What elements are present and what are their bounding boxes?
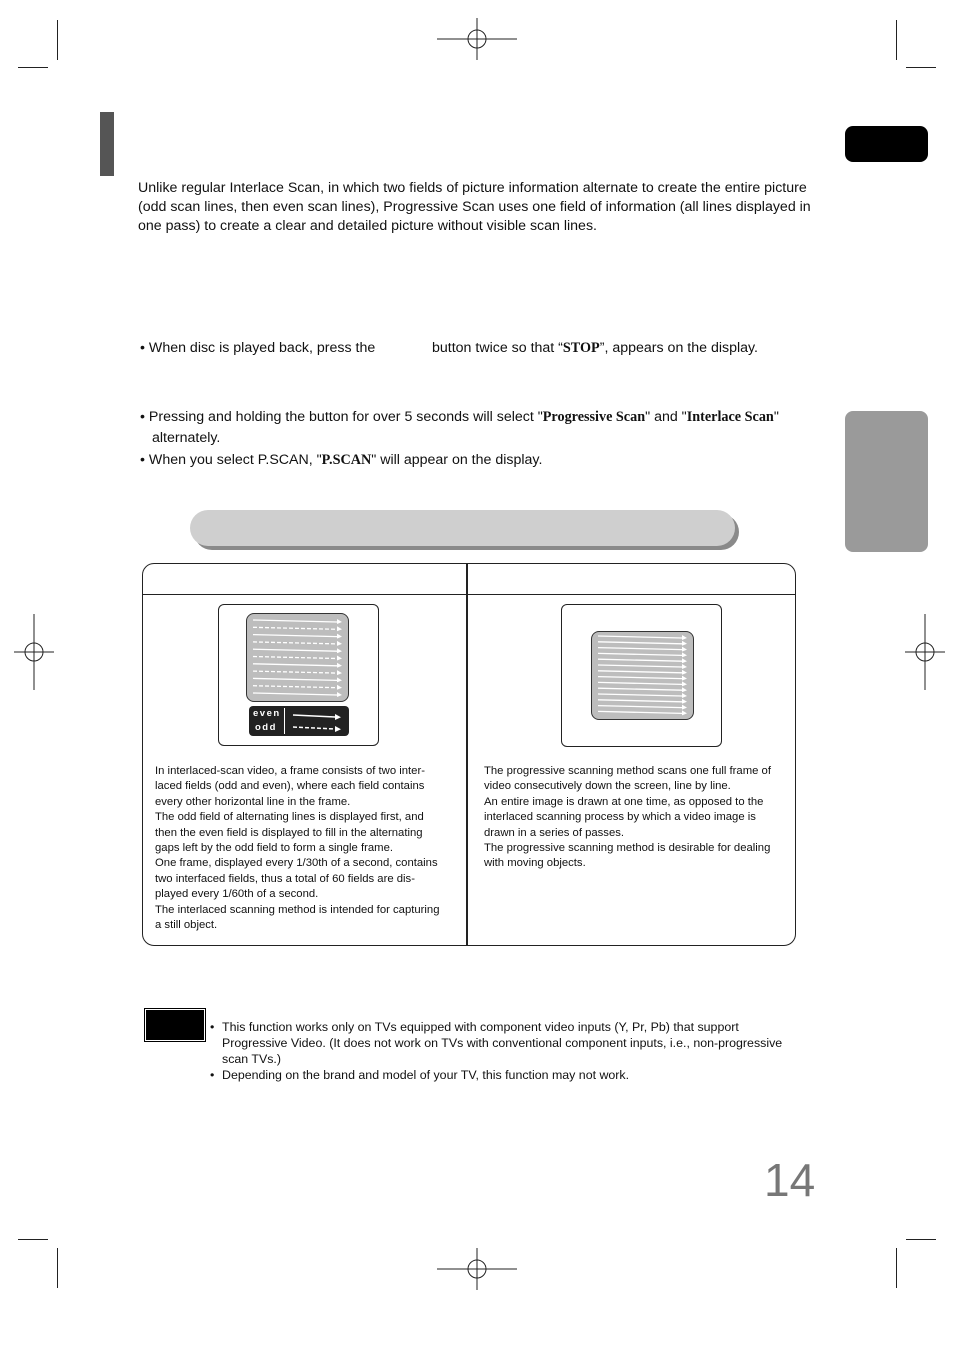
bullet-text: alternately. xyxy=(152,430,221,446)
intro-paragraph: Unlike regular Interlace Scan, in which two fields of picture information alternate to create the entire picture (odd scan lines, then even scan lines), Progressive Scan uses one field of information (all lines displayed in one pass) to create a clear and detailed picture without visible scan lines. xyxy=(138,180,811,234)
desc-line: laced fields (odd and even), where each field contains xyxy=(155,780,425,793)
progressive-scan-label: Progressive Scan xyxy=(542,409,646,425)
scan-line xyxy=(253,642,337,644)
section-banner xyxy=(190,510,735,546)
scan-arrow-icon xyxy=(682,699,687,704)
desc-line: The odd field of alternating lines is displayed first, and xyxy=(155,811,424,824)
scan-line xyxy=(598,636,682,638)
crop-mark xyxy=(906,1239,936,1240)
progressive-description xyxy=(484,764,789,872)
step1-text-before: When disc is played back, press the xyxy=(148,340,376,356)
scan-arrow-icon xyxy=(337,634,342,639)
crop-mark xyxy=(906,67,936,68)
scan-arrow-icon xyxy=(682,658,687,663)
scan-line xyxy=(253,671,337,673)
registration-mark-icon xyxy=(905,614,945,690)
bullet: • xyxy=(140,452,145,468)
scan-arrow-icon xyxy=(337,656,342,661)
scan-arrow-icon xyxy=(337,663,342,668)
scan-arrow-icon xyxy=(682,647,687,652)
scan-arrow-icon xyxy=(682,681,687,686)
scan-line xyxy=(253,686,337,688)
pscan-display-text: P.SCAN xyxy=(321,452,372,468)
step2-bullet-1 xyxy=(140,407,830,449)
crop-mark xyxy=(896,20,897,60)
desc-line: One frame, displayed every 1/30th of a second, contains xyxy=(155,857,438,870)
desc-line: with moving objects. xyxy=(484,857,586,870)
chapter-side-tab xyxy=(845,411,928,552)
field-legend-box xyxy=(249,706,349,736)
scan-line xyxy=(598,711,682,713)
table-column-divider xyxy=(466,564,468,945)
note-line: scan TVs.) xyxy=(222,1052,281,1066)
bullet: • xyxy=(210,1020,215,1034)
scan-arrow-icon xyxy=(337,685,342,690)
scan-arrow-icon xyxy=(682,710,687,715)
crop-mark xyxy=(57,1248,58,1288)
desc-line: played every 1/60th of a second. xyxy=(155,888,319,901)
language-tab xyxy=(845,126,928,162)
bullet-text: " and " xyxy=(645,409,687,425)
desc-line: a still object. xyxy=(155,919,218,932)
scan-arrow-icon xyxy=(337,677,342,682)
note-line: Depending on the brand and model of your TV, this function may not work. xyxy=(222,1068,630,1082)
scan-arrow-icon xyxy=(337,692,342,697)
even-field-label: even xyxy=(253,708,281,719)
odd-field-label: odd xyxy=(255,722,277,733)
scan-line xyxy=(598,653,682,655)
progressive-scan-lines xyxy=(592,632,693,719)
scan-line xyxy=(253,620,337,622)
interlaced-tv-screen xyxy=(246,613,349,702)
interlaced-tv-illustration xyxy=(218,604,379,746)
note-item xyxy=(210,1019,830,1067)
scan-arrow-icon xyxy=(682,652,687,657)
scan-arrow-icon xyxy=(682,635,687,640)
scan-line xyxy=(598,665,682,667)
step2-bullet-2 xyxy=(140,450,542,471)
interlaced-scan-lines xyxy=(247,614,348,701)
scan-arrow-icon xyxy=(682,687,687,692)
stop-display-text: STOP xyxy=(562,340,600,356)
scan-line xyxy=(253,693,337,695)
desc-line: drawn in a series of passes. xyxy=(484,826,625,839)
scan-arrow-icon xyxy=(337,626,342,631)
page-number: 14 xyxy=(764,1154,816,1206)
bullet-text: " will appear on the display. xyxy=(371,452,543,468)
scan-line xyxy=(598,659,682,661)
interlaced-description xyxy=(155,764,460,933)
note-item xyxy=(210,1067,830,1083)
note-line: This function works only on TVs equipped with component video inputs (Y, Pr, Pb) that support xyxy=(222,1020,739,1034)
bullet: • xyxy=(140,340,145,356)
scan-line xyxy=(253,649,337,651)
bullet-text: When you select P.SCAN, " xyxy=(148,452,322,468)
scan-arrow-icon xyxy=(682,693,687,698)
desc-line: An entire image is drawn at one time, as opposed to the xyxy=(484,795,764,808)
progressive-tv-illustration xyxy=(561,604,722,747)
scan-line xyxy=(253,678,337,680)
scan-arrow-icon xyxy=(682,641,687,646)
bullet: • xyxy=(140,409,145,425)
scan-line xyxy=(598,706,682,708)
desc-line: gaps left by the odd field to form a single frame. xyxy=(155,842,393,855)
scan-line xyxy=(598,677,682,679)
table-header-divider xyxy=(143,594,795,595)
progressive-tv-screen xyxy=(591,631,694,720)
step1-bullet xyxy=(140,338,375,359)
scan-line xyxy=(253,627,337,629)
scan-arrow-icon xyxy=(682,664,687,669)
desc-line: In interlaced-scan video, a frame consists of two inter- xyxy=(155,765,425,777)
scan-arrow-icon xyxy=(337,648,342,653)
crop-mark xyxy=(18,67,48,68)
scan-arrow-icon xyxy=(337,641,342,646)
note-line: Progressive Video. (It does not work on TVs with conventional component inputs, i.e., non-progressive xyxy=(222,1036,783,1050)
desc-line: The interlaced scanning method is intended for capturing xyxy=(155,903,440,916)
registration-mark-icon xyxy=(437,1248,517,1290)
scan-line xyxy=(598,688,682,690)
registration-mark-icon xyxy=(14,614,54,690)
crop-mark xyxy=(896,1248,897,1288)
legend-divider xyxy=(284,708,285,734)
desc-line: interlaced scanning process by which a video image is xyxy=(484,811,756,824)
desc-line: two interfaced fields, thus a total of 60 fields are dis- xyxy=(155,872,415,885)
step1-text-end: ”, appears on the display. xyxy=(599,340,758,356)
scan-line xyxy=(598,642,682,644)
scan-arrow-icon xyxy=(682,670,687,675)
desc-line: video consecutively down the screen, line by line. xyxy=(484,780,731,793)
scan-line xyxy=(253,635,337,637)
scan-line xyxy=(253,657,337,659)
scan-line xyxy=(598,700,682,702)
scan-arrow-icon xyxy=(337,619,342,624)
legend-arrow-icon xyxy=(291,709,345,733)
scan-arrow-icon xyxy=(337,670,342,675)
desc-line: every other horizontal line in the frame. xyxy=(155,795,351,808)
bullet-text: " xyxy=(773,409,779,425)
crop-mark xyxy=(18,1239,48,1240)
step1-text-after: button twice so that “ xyxy=(432,340,563,356)
desc-line: then the even field is displayed to fill in the alternating xyxy=(155,826,423,839)
scan-arrow-icon xyxy=(682,705,687,710)
crop-mark xyxy=(57,20,58,60)
note-list xyxy=(210,1019,830,1083)
title-bar-marker xyxy=(100,112,114,176)
step1-continuation xyxy=(432,338,758,359)
registration-mark-icon xyxy=(437,18,517,60)
scan-line xyxy=(253,664,337,666)
scan-arrow-icon xyxy=(682,676,687,681)
bullet: • xyxy=(210,1068,215,1082)
scan-line xyxy=(598,671,682,673)
desc-line: The progressive scanning method is desirable for dealing xyxy=(484,842,771,855)
scan-line xyxy=(598,694,682,696)
interlace-scan-label: Interlace Scan xyxy=(686,409,774,425)
bullet-text: Pressing and holding the button for over 5 seconds will select " xyxy=(148,409,543,425)
note-label-box xyxy=(146,1010,204,1040)
desc-line: The progressive scanning method scans one full frame of xyxy=(484,765,771,777)
scan-line xyxy=(598,648,682,650)
scan-line xyxy=(598,682,682,684)
